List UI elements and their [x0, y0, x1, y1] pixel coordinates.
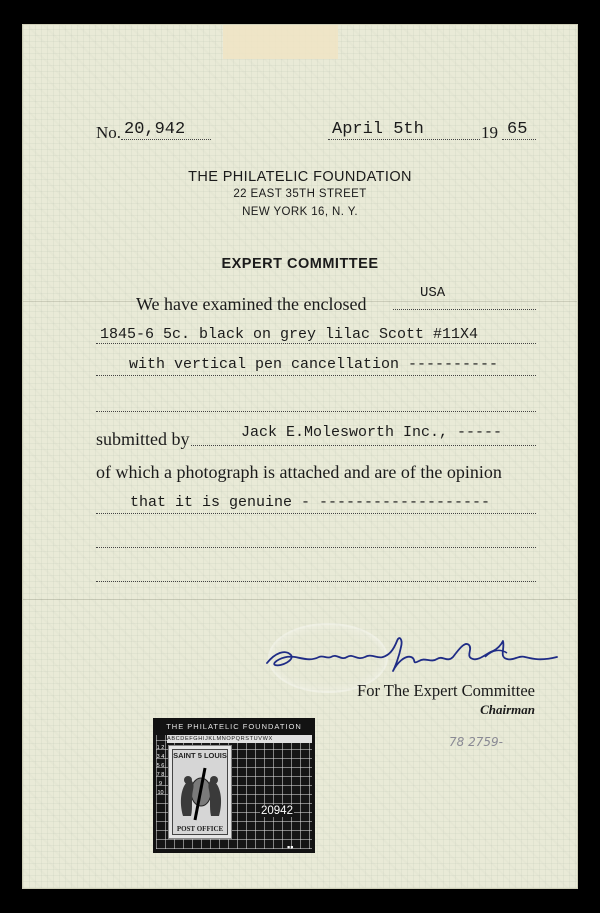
- chairman-signature: [261, 627, 561, 687]
- cancellation-description: with vertical pen cancellation ----------: [129, 356, 499, 373]
- dotted-rule: [393, 309, 536, 310]
- dotted-rule: [502, 139, 536, 140]
- dotted-rule: [328, 139, 480, 140]
- dotted-rule: [96, 375, 536, 376]
- for-committee-label: For The Expert Committee: [357, 681, 535, 700]
- year-suffix: 65: [507, 120, 528, 139]
- photo-title: THE PHILATELIC FOUNDATION: [166, 722, 302, 731]
- certificate-date: April 5th: [332, 120, 424, 139]
- fold-line: [23, 599, 577, 600]
- photo-number: 20942: [261, 805, 293, 817]
- submitted-by-label: submitted by: [96, 429, 190, 449]
- opinion-text: of which a photograph is attached and are of the opinion: [96, 462, 502, 482]
- organization-name: THE PHILATELIC FOUNDATION: [188, 169, 412, 185]
- pencil-note: 78 2759-: [449, 735, 503, 749]
- dotted-rule: [96, 547, 536, 548]
- photo-marks: ▪▪: [287, 842, 294, 852]
- certificate-number-label: No.: [96, 123, 122, 142]
- grid-row-numbers: 1 2 3 4 5 6 7 8 9 10: [156, 745, 165, 796]
- dotted-rule: [96, 343, 536, 344]
- year-prefix: 19: [481, 123, 498, 142]
- stamp-top-text: SAINT 5 LOUIS: [173, 751, 227, 760]
- address-line-2: NEW YORK 16, N. Y.: [242, 206, 358, 218]
- dotted-rule: [96, 581, 536, 582]
- tape-strip: [223, 25, 338, 59]
- dotted-rule: [96, 411, 536, 412]
- dotted-rule: [191, 445, 536, 446]
- dotted-rule: [121, 139, 211, 140]
- chairman-title: Chairman: [480, 702, 535, 717]
- bears-crest-icon: [175, 762, 227, 822]
- stamp-image: [168, 745, 232, 839]
- examined-text: We have examined the enclosed: [136, 294, 367, 314]
- opinion-result: that it is genuine - -------------------: [130, 494, 491, 511]
- committee-heading: EXPERT COMMITTEE: [221, 256, 379, 272]
- stamp-description: 1845-6 5c. black on grey lilac Scott #11X4: [100, 326, 479, 343]
- certificate-number: 20,942: [124, 120, 186, 139]
- dotted-rule: [96, 513, 536, 514]
- certificate: [22, 24, 578, 889]
- submitter-name: Jack E.Molesworth Inc., -----: [241, 424, 503, 441]
- stamp-bottom-text: POST OFFICE: [176, 825, 224, 833]
- country-value: USA: [420, 285, 446, 301]
- stamp-photograph: [153, 718, 315, 853]
- stamp-frame: [172, 749, 228, 835]
- grid-column-letters: ABCDEFGHIJKLMNOPQRSTUVWX: [167, 735, 312, 743]
- address-line-1: 22 EAST 35TH STREET: [233, 188, 367, 200]
